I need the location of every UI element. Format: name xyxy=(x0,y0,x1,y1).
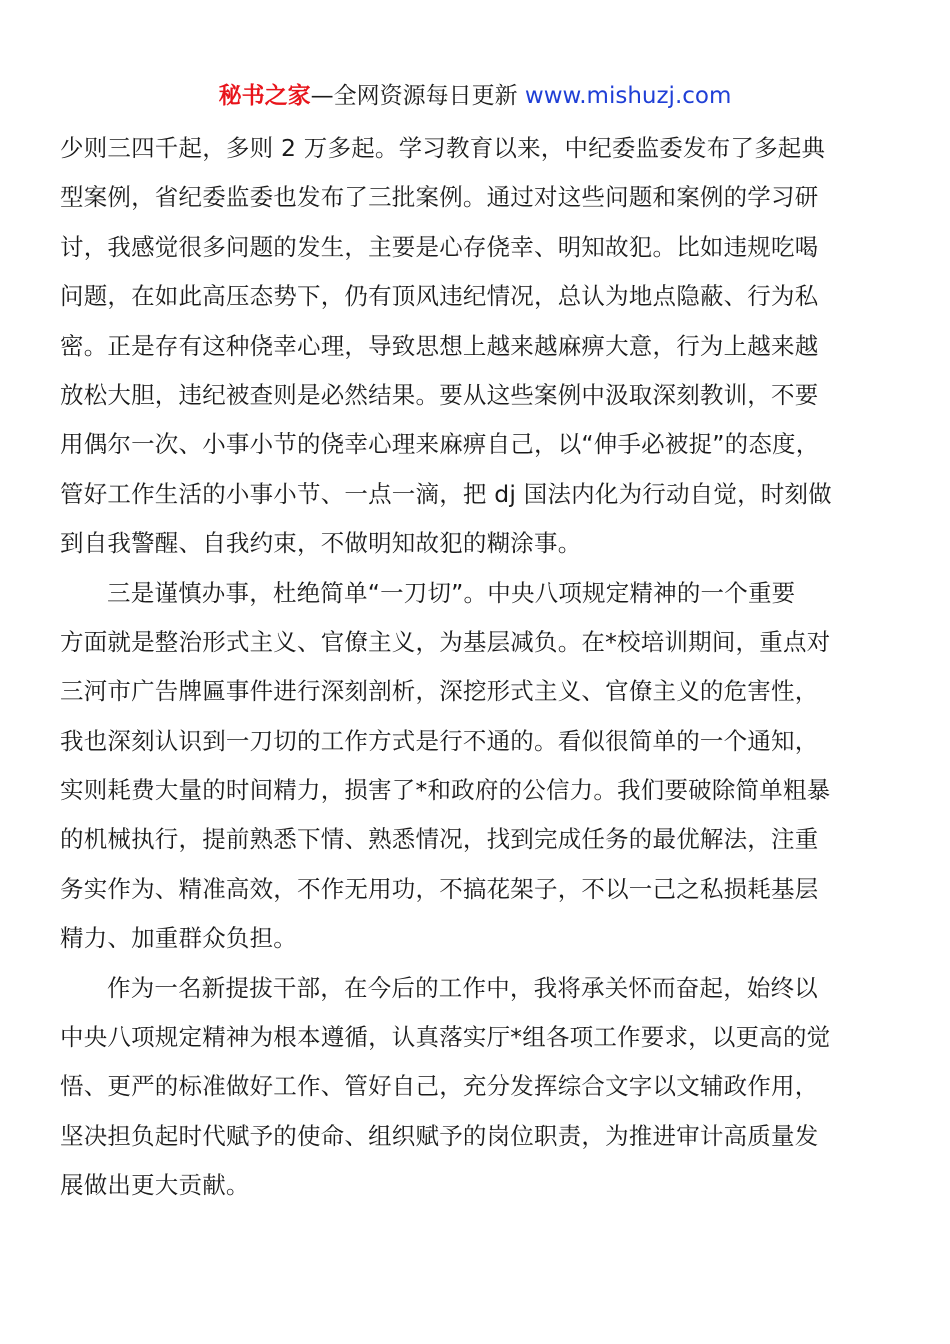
text-line: 问题，在如此高压态势下，仍有顶风违纪情况，总认为地点隐蔽、行为私 xyxy=(60,282,819,311)
text-line: 展做出更大贡献。 xyxy=(60,1171,250,1200)
text-line: 型案例，省纪委监委也发布了三批案例。通过对这些问题和案例的学习研 xyxy=(60,183,819,212)
text-line: 方面就是整治形式主义、官僚主义，为基层减负。在*校培训期间，重点对 xyxy=(60,627,831,656)
text-line: 到自我警醒、自我约束，不做明知故犯的糊涂事。 xyxy=(60,529,582,558)
site-brand: 秘书之家 xyxy=(218,83,311,109)
text-line: 悟、更严的标准做好工作、管好自己，充分发挥综合文字以文辅政作用， xyxy=(60,1072,819,1101)
text-line: 精力、加重群众负担。 xyxy=(60,924,297,953)
text-line: 用偶尔一次、小事小节的侥幸心理来麻痹自己，以“伸手必被捉”的态度， xyxy=(60,430,820,459)
text-line: 讨，我感觉很多问题的发生，主要是心存侥幸、明知故犯。比如违规吃喝 xyxy=(60,232,819,261)
text-line: 作为一名新提拔干部，在今后的工作中，我将承关怀而奋起，始终以 xyxy=(107,973,818,1002)
text-line: 中央八项规定精神为根本遵循，认真落实厅*组各项工作要求，以更高的觉 xyxy=(60,1023,831,1052)
text-line: 三是谨慎办事，杜绝简单“一刀切”。中央八项规定精神的一个重要 xyxy=(107,578,796,607)
text-line: 的机械执行，提前熟悉下情、熟悉情况，找到完成任务的最优解法，注重 xyxy=(60,825,819,854)
text-line: 密。正是存有这种侥幸心理，导致思想上越来越麻痹大意，行为上越来越 xyxy=(60,331,819,360)
text-line: 实则耗费大量的时间精力，损害了*和政府的公信力。我们要破除简单粗暴 xyxy=(60,776,831,805)
text-line: 坚决担负起时代赋予的使命、组织赋予的岗位职责，为推进审计高质量发 xyxy=(60,1121,819,1150)
text-line: 管好工作生活的小事小节、一点一滴，把 dj 国法内化为行动自觉，时刻做 xyxy=(60,479,832,508)
text-line: 少则三四千起，多则 2 万多起。学习教育以来，中纪委监委发布了多起典 xyxy=(60,134,826,162)
text-line: 我也深刻认识到一刀切的工作方式是行不通的。看似很简单的一个通知， xyxy=(60,726,819,755)
site-tagline: —全网资源每日更新 xyxy=(310,83,525,109)
site-url-link[interactable]: www.mishuzj.com xyxy=(524,83,732,109)
text-line: 三河市广告牌匾事件进行深刻剖析，深挖形式主义、官僚主义的危害性， xyxy=(60,677,819,706)
document-body xyxy=(60,124,890,1211)
text-line: 务实作为、精准高效，不作无用功，不搞花架子，不以一己之私损耗基层 xyxy=(60,874,819,903)
text-line: 放松大胆，违纪被查则是必然结果。要从这些案例中汲取深刻教训，不要 xyxy=(60,380,819,409)
site-header xyxy=(0,80,950,112)
